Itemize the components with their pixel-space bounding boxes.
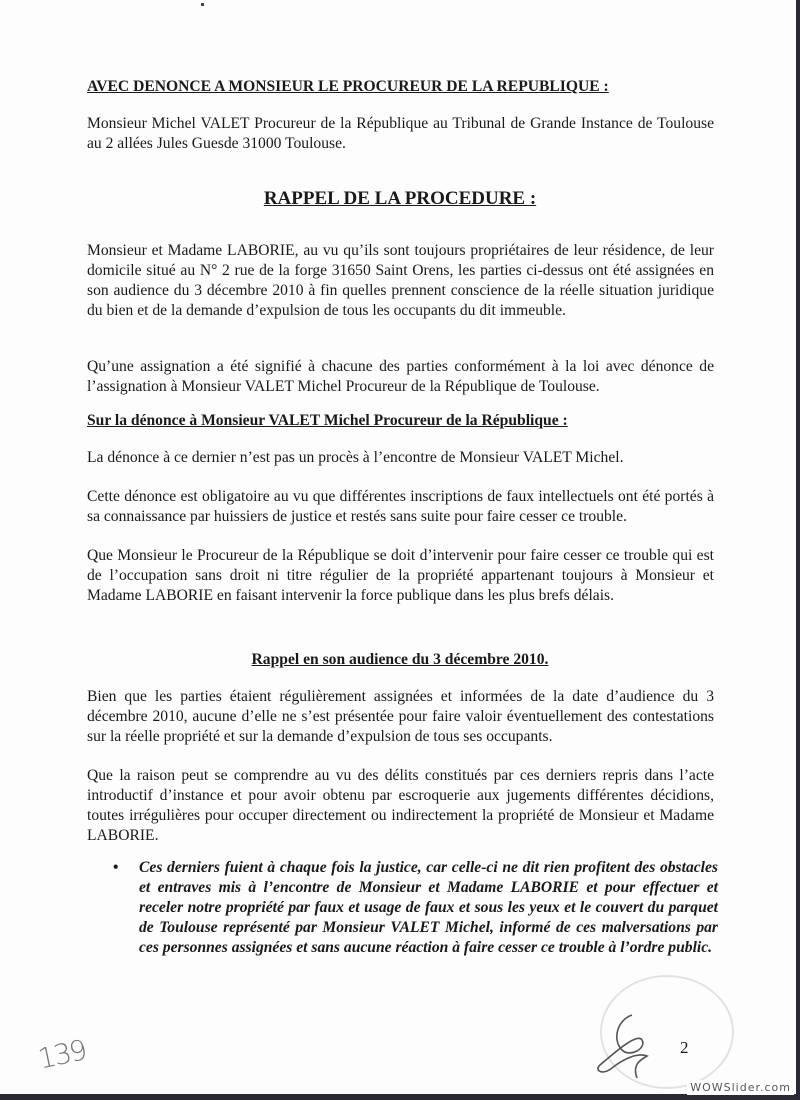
heading-rappel-procedure: RAPPEL DE LA PROCEDURE : — [263, 188, 537, 209]
bullet-list-item — [113, 858, 718, 958]
heading-sur-denonce: Sur la dénonce à Monsieur VALET Michel Procureur de la République : — [87, 412, 568, 429]
paragraph-2: Qu’une assignation a été signifié à chacune des parties conformément à la loi avec dénonce de l’assignation à Monsieur VALET Michel Procureur de la République de Toulouse. — [87, 358, 714, 395]
signature-icon — [592, 1010, 672, 1080]
heading-denonce: AVEC DENONCE A MONSIEUR LE PROCUREUR DE LA REPUBLIQUE : — [87, 78, 609, 95]
paragraph-4: Cette dénonce est obligatoire au vu que différentes inscriptions de faux intellectuels ont été portés à sa connaissance par huissiers de justice et restés sans suite pour faire cesser ce trouble. — [87, 488, 714, 525]
paragraph-7: Que la raison peut se comprendre au vu des délits constitués par ces derniers repris dans l’acte introductif d’instance et pour avoir obtenu par escroquerie aux jugements différentes décidions, toutes irrégulières pour occuper directement ou indirectement la propriété de Monsieur et Madame LABORIE. — [87, 767, 714, 844]
watermark-label: WOWSlider.com — [687, 1080, 794, 1095]
bullet-icon: • — [113, 859, 119, 876]
handwritten-page-number: 139 — [35, 1033, 89, 1076]
bullet-text: Ces derniers fuient à chaque fois la justice, car celle-ci ne dit rien profitent des obstacles et entraves mis à l’encontre de Monsieur et Madame LABORIE et pour effectuer et receler notre propriété par faux et usage de faux et sous les yeux et le couvert du parquet de Toulouse représenté par Monsieur VALET Michel, informé de ces malversations par ces personnes assignées et sans aucune réaction à faire cesser ce trouble à l’ordre public. — [139, 859, 718, 956]
scan-speck — [201, 3, 204, 6]
heading-audience: Rappel en son audience du 3 décembre 2010. — [251, 651, 549, 668]
paragraph-3: La dénonce à ce dernier n’est pas un procès à l’encontre de Monsieur VALET Michel. — [87, 449, 624, 466]
paragraph-6: Bien que les parties étaient régulièrement assignées et informées de la date d’audience du 3 décembre 2010, aucune d’elle ne s’est présentée pour faire valoir éventuellement des contestations sur la réelle propriété et sur la demande d’expulsion de tous ses occupants. — [87, 688, 714, 745]
addressee-paragraph: Monsieur Michel VALET Procureur de la République au Tribunal de Grande Instance de Toulouse au 2 allées Jules Guesde 31000 Toulouse. — [87, 115, 714, 152]
paragraph-1: Monsieur et Madame LABORIE, au vu qu’ils sont toujours propriétaires de leur résidence, de leur domicile situé au N° 2 rue de la forge 31650 Saint Orens, les parties ci-dessus ont été assignées en son audience du 3 décembre 2010 à fin quelles prennent conscience de la réelle situation juridique du bien et de la demande d’expulsion de tous les occupants du dit immeuble. — [87, 242, 714, 319]
paragraph-5: Que Monsieur le Procureur de la République se doit d’intervenir pour faire cesser ce trouble qui est de l’occupation sans droit ni titre régulier de la propriété appartenant toujours à Monsieur et Madame LABORIE en faisant intervenir la force publique dans les plus brefs délais. — [87, 547, 714, 604]
page-number: 2 — [680, 1038, 689, 1057]
